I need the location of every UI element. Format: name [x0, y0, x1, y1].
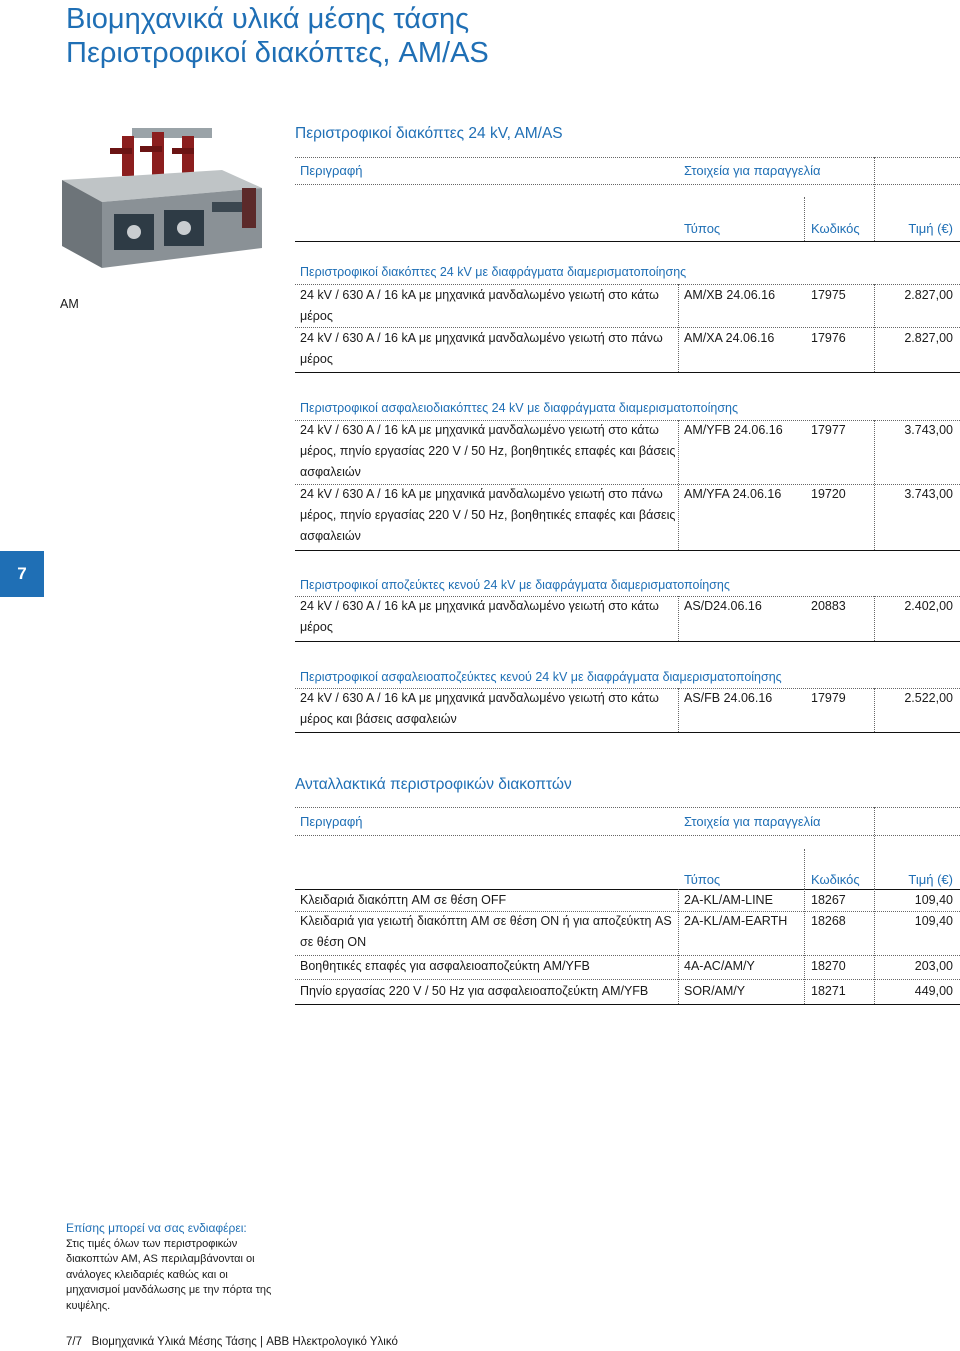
col-description-header: Περιγραφή	[300, 814, 363, 829]
col-type-header: Τύπος	[684, 221, 721, 236]
divider	[678, 889, 679, 1004]
page-subtitle: Περιστροφικοί διακόπτες, AM/AS	[66, 37, 489, 69]
product-code: 19720	[811, 487, 846, 501]
part-type: SOR/AM/Y	[684, 984, 746, 998]
product-price: 2.402,00	[904, 599, 953, 613]
part-price: 203,00	[914, 959, 953, 973]
product-type: AM/YFB 24.06.16	[684, 423, 783, 437]
note-body: Στις τιμές όλων των περιστροφικών διακοπτών AM, AS περιλαμβάνονται οι ανάλογες κλειδαριές καθώς και οι μηχανισμοί μανδάλωσης με την πόρτα της κυψέλης.	[66, 1237, 272, 1312]
divider	[295, 807, 960, 808]
part-type: 4A-AC/AM/Y	[684, 959, 755, 973]
note-title: Επίσης μπορεί να σας ενδιαφέρει:	[66, 1221, 247, 1235]
divider	[804, 197, 805, 241]
product-code: 17975	[811, 288, 846, 302]
section2-title: Ανταλλακτικά περιστροφικών διακοπτών	[295, 776, 572, 793]
product-description: 24 kV / 630 A / 16 kA με μηχανικά μανδαλωμένο γειωτή στο πάνω μέρος	[300, 331, 663, 366]
part-code: 18270	[811, 959, 846, 973]
col-price-header: Τιμή (€)	[908, 872, 953, 887]
page-title: Βιομηχανικά υλικά μέσης τάσης	[66, 3, 470, 35]
divider	[295, 835, 960, 836]
footer-separator: |	[260, 1336, 263, 1348]
product-type: AM/XB 24.06.16	[684, 288, 776, 302]
page-number: 7/7	[66, 1336, 82, 1348]
col-type-header: Τύπος	[684, 872, 721, 887]
product-code: 17979	[811, 691, 846, 705]
product-code: 20883	[811, 599, 846, 613]
product-code: 17977	[811, 423, 846, 437]
divider	[804, 849, 805, 889]
part-type: 2A-KL/AM-EARTH	[684, 914, 788, 928]
product-description: 24 kV / 630 A / 16 kA με μηχανικά μανδαλωμένο γειωτή στο κάτω μέρος και βάσεις ασφαλειών	[300, 691, 659, 726]
product-description: 24 kV / 630 A / 16 kA με μηχανικά μανδαλωμένο γειωτή στο κάτω μέρος, πηνίο εργασίας 220 V / 50 Hz, βοηθητικές επαφές και βάσεις ασφαλειών	[300, 423, 676, 479]
col-description-header: Περιγραφή	[300, 163, 363, 178]
divider	[678, 284, 679, 372]
divider	[874, 420, 875, 550]
product-description: 24 kV / 630 A / 16 kA με μηχανικά μανδαλωμένο γειωτή στο κάτω μέρος	[300, 288, 659, 323]
group-title: Περιστροφικοί ασφαλειοαποζεύκτες κενού 24 kV με διαφράγματα διαμερισματοποίησης	[300, 670, 782, 684]
footer-text: Βιομηχανικά Υλικά Μέσης Τάσης	[91, 1336, 257, 1348]
divider	[804, 889, 805, 1004]
col-price-header: Τιμή (€)	[908, 221, 953, 236]
page-footer	[66, 1336, 398, 1348]
product-type: AS/D24.06.16	[684, 599, 762, 613]
part-code: 18271	[811, 984, 846, 998]
divider	[874, 807, 875, 889]
part-description: Κλειδαριά για γειωτή διακόπτη AM σε θέση ON ή για αποζεύκτη AS σε θέση ON	[300, 914, 672, 949]
product-price: 3.743,00	[904, 487, 953, 501]
product-type: AM/XA 24.06.16	[684, 331, 775, 345]
part-code: 18268	[811, 914, 846, 928]
divider	[295, 732, 960, 733]
row-label: AM	[60, 297, 79, 311]
part-description: Βοηθητικές επαφές για ασφαλειοαποζεύκτη AM/YFB	[300, 959, 590, 973]
side-note	[66, 1221, 276, 1314]
product-description: 24 kV / 630 A / 16 kA με μηχανικά μανδαλωμένο γειωτή στο πάνω μέρος, πηνίο εργασίας 220 V / 50 Hz, βοηθητικές επαφές και βάσεις ασφαλειών	[300, 487, 676, 543]
product-description: 24 kV / 630 A / 16 kA με μηχανικά μανδαλωμένο γειωτή στο κάτω μέρος	[300, 599, 659, 634]
product-code: 17976	[811, 331, 846, 345]
divider	[874, 596, 875, 641]
divider	[295, 1004, 960, 1005]
product-price: 3.743,00	[904, 423, 953, 437]
product-type: AM/YFA 24.06.16	[684, 487, 782, 501]
product-price: 2.522,00	[904, 691, 953, 705]
col-order-header: Στοιχεία για παραγγελία	[684, 814, 821, 829]
divider	[295, 157, 960, 158]
part-description: Κλειδαριά διακόπτη AM σε θέση OFF	[300, 893, 507, 907]
divider	[295, 641, 960, 642]
part-type: 2A-KL/AM-LINE	[684, 893, 773, 907]
col-order-header: Στοιχεία για παραγγελία	[684, 163, 821, 178]
footer-brand: ABB Ηλεκτρολογικό Υλικό	[266, 1336, 398, 1348]
divider	[874, 284, 875, 372]
switch-photo	[52, 118, 272, 290]
col-code-header: Κωδικός	[811, 221, 860, 236]
divider	[678, 420, 679, 550]
product-price: 2.827,00	[904, 288, 953, 302]
divider	[295, 184, 960, 185]
divider	[874, 889, 875, 1004]
divider	[295, 372, 960, 373]
group-title: Περιστροφικοί διακόπτες 24 kV με διαφράγματα διαμερισματοποίησης	[300, 265, 687, 279]
chapter-tab: 7	[0, 551, 44, 597]
divider	[678, 596, 679, 641]
col-code-header: Κωδικός	[811, 872, 860, 887]
product-type: AS/FB 24.06.16	[684, 691, 773, 705]
group-title: Περιστροφικοί ασφαλειοδιακόπτες 24 kV με διαφράγματα διαμερισματοποίησης	[300, 401, 739, 415]
divider	[678, 688, 679, 732]
part-description: Πηνίο εργασίας 220 V / 50 Hz για ασφαλειοαποζεύκτη AM/YFB	[300, 984, 649, 998]
part-price: 109,40	[914, 914, 953, 928]
divider	[295, 241, 960, 242]
part-price: 449,00	[914, 984, 953, 998]
section1-title: Περιστροφικοί διακόπτες 24 kV, AM/AS	[295, 125, 563, 142]
group-title: Περιστροφικοί αποζεύκτες κενού 24 kV με διαφράγματα διαμερισματοποίησης	[300, 578, 730, 592]
divider	[874, 688, 875, 732]
part-code: 18267	[811, 893, 846, 907]
divider	[295, 979, 960, 980]
part-price: 109,40	[914, 893, 953, 907]
divider	[295, 550, 960, 551]
product-price: 2.827,00	[904, 331, 953, 345]
divider	[874, 157, 875, 241]
